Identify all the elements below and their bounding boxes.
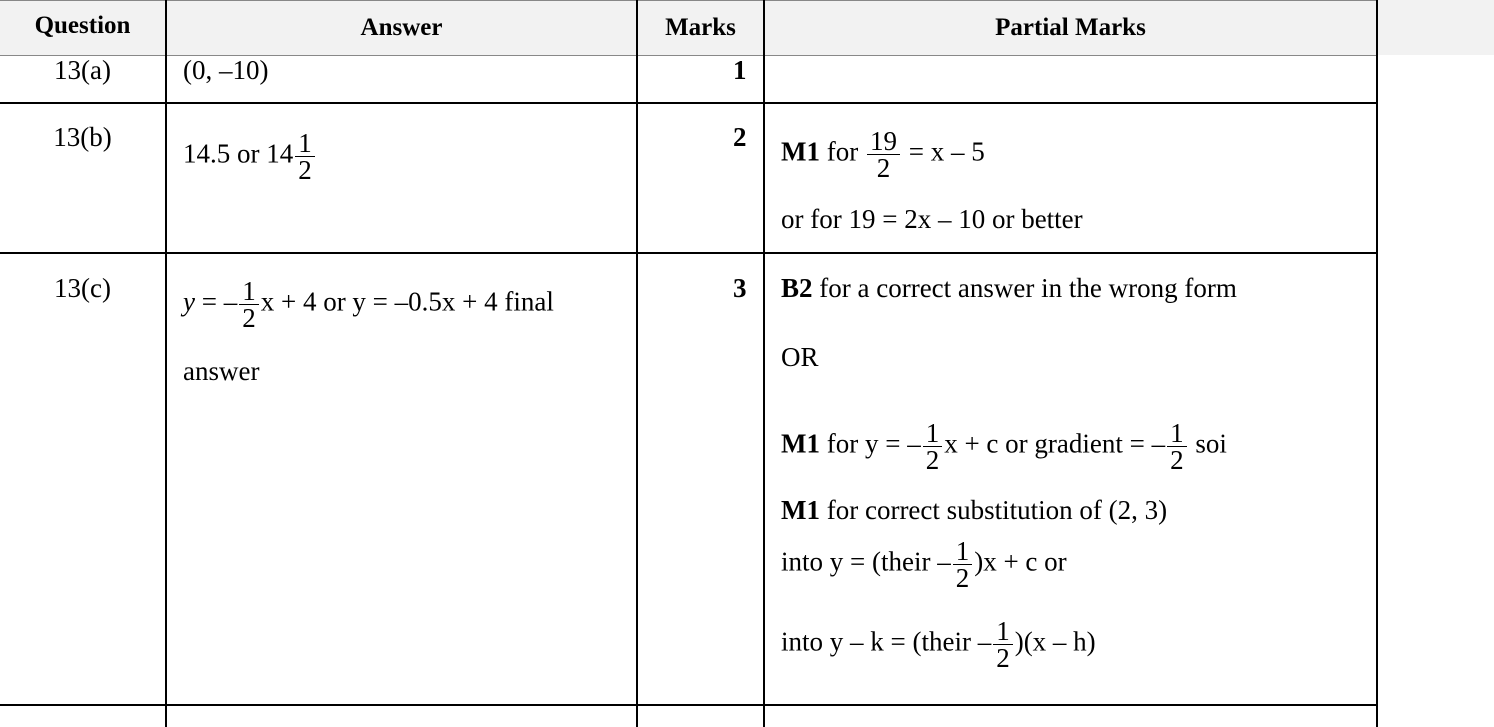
table-border-top — [0, 0, 1377, 1]
fraction-half: $\frac{1}{2}$ — [239, 278, 259, 331]
header-partial-marks: Partial Marks — [995, 14, 1146, 41]
marks-13a: 1 — [733, 55, 747, 85]
row-divider-a — [0, 102, 1378, 104]
question-13b: 13(b) — [53, 122, 112, 152]
answer-13c-line1: y = – $\frac{1}{2}$ x + 4 or y = –0.5x + 4 final — [183, 276, 554, 333]
fraction-half: $\frac{1}{2}$ — [295, 130, 315, 183]
fraction-half: $\frac{1}{2}$ — [953, 538, 973, 591]
question-13a: 13(a) — [54, 55, 111, 85]
question-13c: 13(c) — [54, 273, 111, 303]
answer-13a: (0, –10) — [183, 55, 269, 85]
fraction-half: $\frac{1}{2}$ — [1167, 420, 1187, 473]
row-divider-c — [0, 704, 1378, 706]
header-marks: Marks — [665, 14, 736, 41]
partial-13c-m1-gradient: M1 for y = – $\frac{1}{2}$ x + c or gradient = – $\frac{1}{2}$ soi — [781, 418, 1227, 475]
partial-13c-into-2: into y – k = (their – $\frac{1}{2}$ )(x – h) — [781, 616, 1096, 673]
fraction-half: $\frac{1}{2}$ — [993, 618, 1013, 671]
marks-13b: 2 — [733, 122, 747, 152]
partial-13b-line1: M1 for $\frac{19}{2}$ = x – 5 — [781, 126, 985, 183]
partial-13c-m1-substitution: M1 for correct substitution of (2, 3) — [781, 495, 1168, 525]
row-divider-b — [0, 252, 1378, 254]
header-question: Question — [34, 12, 131, 39]
header-answer: Answer — [360, 14, 443, 41]
fraction-19-over-2: $\frac{19}{2}$ — [867, 128, 900, 181]
fraction-half: $\frac{1}{2}$ — [923, 420, 943, 473]
partial-13c-or: OR — [781, 342, 819, 372]
partial-13c-b2: B2 for a correct answer in the wrong form — [781, 273, 1237, 303]
answer-13c-line2: answer — [183, 356, 260, 386]
answer-13b: 14.5 or 14 $\frac{1}{2}$ — [183, 130, 317, 183]
column-divider-3 — [763, 0, 765, 727]
partial-13b-line2: or for 19 = 2x – 10 or better — [781, 204, 1083, 234]
partial-13c-into-1: into y = (their – $\frac{1}{2}$ )x + c or — [781, 536, 1067, 593]
column-divider-1 — [165, 0, 167, 727]
column-divider-2 — [636, 0, 638, 727]
column-divider-4 — [1376, 0, 1378, 727]
marks-13c: 3 — [733, 273, 747, 303]
